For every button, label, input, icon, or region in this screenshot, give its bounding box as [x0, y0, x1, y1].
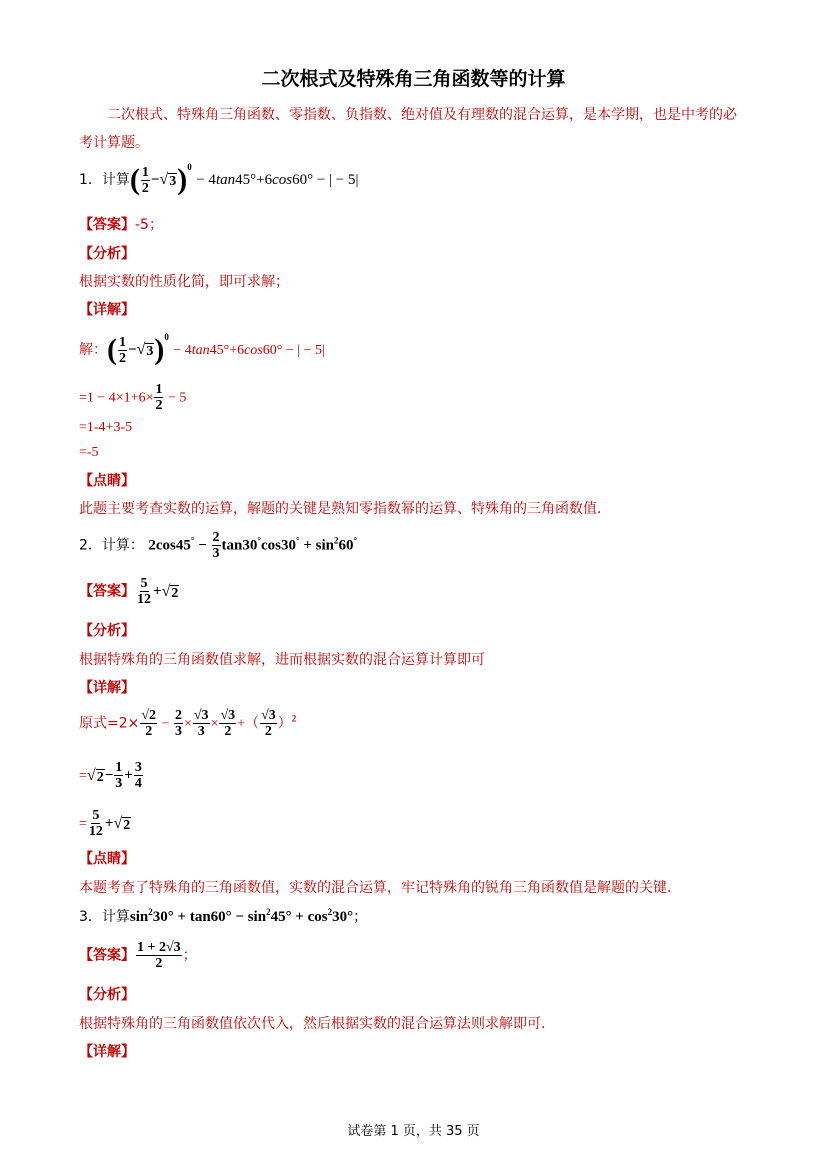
q2-step3	[79, 808, 131, 839]
q1-sol-expr-a: − 4	[173, 343, 192, 358]
page-title: 二次根式及特殊角三角函数等的计算	[261, 68, 566, 90]
q2-deg2: °	[257, 535, 261, 546]
answer-label: 【答案】	[79, 583, 135, 600]
q2-s-minus: −	[158, 716, 173, 732]
q3-answer-fraction	[136, 940, 182, 971]
q2-step1	[79, 708, 296, 739]
analysis-label: 【分析】	[79, 246, 135, 262]
q3-sq3: 2	[327, 907, 333, 917]
q2-s-square: 2	[291, 713, 297, 724]
q2-s-num3: √3	[193, 708, 209, 723]
q2-s-frac3	[193, 708, 210, 739]
q2-fraction	[212, 530, 221, 561]
q2-statement	[79, 530, 357, 561]
q3-answer-line	[79, 940, 197, 971]
q1-sqrt-arg: 3	[169, 174, 177, 189]
q1-fraction	[141, 165, 150, 196]
q1-expr-c: 60° − | − 5|	[292, 172, 359, 188]
q1-sol-lparen: (	[107, 333, 117, 366]
q2-ans-num: 5	[140, 576, 148, 591]
q1-exponent: 0	[187, 162, 192, 172]
q1-sol-rparen: )	[154, 333, 165, 366]
q1-step1	[79, 382, 186, 413]
q2-s-den5: 2	[264, 724, 272, 739]
q2-analysis: 根据特殊角的三角函数值求解，进而根据实数的混合运算计算即可	[79, 652, 485, 668]
q2-l2-frac2	[134, 760, 143, 791]
q1-sol-fraction	[118, 335, 127, 366]
detail-label: 【详解】	[79, 680, 135, 696]
q1-sol-cos: cos	[244, 343, 263, 358]
q2-step2	[79, 760, 144, 791]
page-footer: 试卷第 1 页，共 35 页	[347, 1124, 480, 1139]
q1-analysis-label-line	[79, 243, 135, 263]
q2-s-den1: 2	[145, 724, 153, 739]
q2-expr-e: 60	[338, 537, 354, 554]
q1-step1-b: − 5	[164, 390, 187, 406]
q2-s-close: ）	[277, 716, 292, 732]
q2-l3-frac	[88, 808, 104, 839]
q2-l2-frac1	[114, 760, 123, 791]
q1-sol-frac-den: 2	[119, 350, 126, 366]
q1-step1-a: =1 − 4×1+6×	[79, 390, 154, 406]
q2-deg4: °	[353, 535, 358, 546]
q3-prefix: 3．计算	[79, 909, 130, 925]
q1-sol-minus: −	[128, 342, 137, 358]
q2-s-den4: 2	[224, 724, 232, 739]
q2-l2-minus: −	[104, 767, 114, 784]
q1-frac-num: 1	[141, 164, 149, 180]
q2-ans-sqrt: √ 2	[161, 582, 179, 601]
q3-expr-a: sin	[129, 909, 149, 925]
q2-s-num4: √3	[220, 708, 236, 723]
q2-l3-plus: +	[104, 815, 114, 832]
q2-s-num2: 2	[174, 708, 182, 723]
q2-minus: −	[194, 537, 211, 554]
q3-detail-label-line	[79, 1041, 135, 1061]
q2-l2-plus: +	[124, 767, 133, 784]
q3-ans-den: 2	[155, 956, 163, 971]
q1-sol-expr-c: 60° − | − 5|	[262, 343, 325, 358]
detail-label: 【详解】	[79, 1044, 135, 1060]
q2-s-den3: 3	[197, 724, 205, 739]
q1-lparen: (	[129, 163, 140, 196]
q2-l2-den1: 3	[115, 776, 123, 791]
q1-answer: -5；	[135, 217, 163, 233]
q2-answer-line	[79, 576, 179, 607]
q1-answer-line	[79, 214, 163, 234]
q3-ans-num: 1 + 2√3	[137, 940, 181, 955]
q2-s-frac2	[174, 708, 183, 739]
q2-comment: 本题考查了特殊角的三角函数值，实数的混合运算，牢记特殊角的锐角三角函数值是解题的关键．	[79, 880, 681, 896]
q1-prefix: 1．计算	[79, 172, 130, 188]
q1-sol-exponent: 0	[164, 332, 169, 342]
q2-square: 2	[334, 535, 339, 546]
q2-s-num1: √2	[141, 708, 157, 723]
q2-s-den2: 3	[174, 724, 182, 739]
q2-orig: 原式=2×	[79, 715, 140, 732]
q2-expr-b: tan30	[221, 537, 258, 554]
q1-statement	[79, 162, 359, 196]
q2-ans-sqrt-arg: 2	[171, 585, 179, 601]
q2-l3-sqrt-arg: 2	[123, 817, 131, 833]
q2-frac-num: 2	[212, 530, 220, 545]
q1-minus: −	[150, 172, 160, 188]
q2-l3-den: 12	[88, 824, 103, 839]
comment-label: 【点睛】	[79, 851, 135, 867]
q3-analysis-label-line	[79, 984, 135, 1004]
q3-sq2: 2	[266, 907, 271, 917]
q1-expr-a: − 4	[196, 172, 216, 188]
q3-expr-d: 30°	[332, 909, 354, 925]
answer-label: 【答案】	[79, 217, 135, 233]
q2-deg1: °	[190, 535, 195, 546]
q1-step3: =-5	[79, 445, 99, 460]
q2-l3-eq: =	[79, 816, 87, 832]
q1-expr-b: 45°+6	[235, 172, 273, 188]
answer-label: 【答案】	[79, 947, 135, 964]
q2-s-frac4	[219, 708, 236, 739]
q2-expr-a: 2cos45	[148, 537, 191, 554]
detail-label: 【详解】	[79, 302, 135, 318]
q2-l2-eq: =	[79, 768, 87, 784]
q1-comment: 此题主要考查实数的运算，解题的关键是熟知零指数幂的运算、特殊角的三角函数值．	[79, 501, 611, 517]
q1-step1-fraction	[154, 382, 163, 413]
q1-sqrt: √ 3	[159, 171, 177, 189]
q1-step1-den: 2	[155, 398, 163, 413]
q2-ans-den: 12	[137, 592, 151, 607]
q1-solution-line	[79, 332, 325, 366]
q2-l3-sqrt: √ 2	[113, 814, 131, 833]
q3-analysis: 根据特殊角的三角函数值依次代入，然后根据实数的混合运算法则求解即可．	[79, 1016, 555, 1032]
intro-paragraph: 二次根式、特殊角三角函数、零指数、负指数、绝对值及有理数的混合运算，是本学期，也是中考的必考计算题。	[79, 107, 737, 151]
q2-l2-num2: 3	[134, 760, 142, 775]
q1-comment-label-line	[79, 470, 135, 490]
q2-s-frac5	[260, 708, 277, 739]
q2-prefix: 2．计算：	[79, 537, 144, 554]
q2-l2-num1: 1	[115, 760, 123, 775]
q1-sol-frac-num: 1	[119, 334, 126, 350]
q3-expr-c: 45° + cos	[270, 909, 328, 925]
q1-detail-label-line	[79, 299, 135, 319]
q3-sq1: 2	[148, 907, 153, 917]
q2-s-frac1	[140, 708, 157, 739]
q1-rparen: )	[177, 163, 188, 196]
q1-step1-num: 1	[155, 382, 163, 397]
q1-sol-expr-b: 45°+6	[209, 343, 245, 358]
q2-l2-sqrt: √ 2	[86, 766, 104, 785]
q2-s-times2: ×	[210, 716, 219, 732]
q2-l2-sqrt-arg: 2	[96, 769, 104, 785]
q1-sol-tan: tan	[191, 343, 210, 358]
q2-detail-label-line	[79, 677, 135, 697]
q1-analysis: 根据实数的性质化简，即可求解；	[79, 274, 289, 290]
q2-comment-label-line	[79, 848, 135, 868]
q3-ans-suffix: ；	[182, 947, 197, 964]
q1-sol-sqrt-arg: 3	[146, 344, 154, 359]
q2-answer-fraction	[136, 576, 152, 607]
q2-expr-d: + sin	[299, 537, 335, 554]
q3-expr-b: 30° + tan60° − sin	[152, 909, 267, 925]
q1-sol-sqrt: √ 3	[136, 341, 154, 359]
q2-frac-den: 3	[212, 546, 220, 561]
q1-solve-prefix: 解：	[79, 342, 107, 358]
analysis-label: 【分析】	[79, 623, 135, 639]
q2-deg3: °	[296, 535, 300, 546]
q2-l3-num: 5	[92, 808, 100, 823]
q1-tan: tan	[215, 172, 236, 188]
q2-s-num5: √3	[261, 708, 276, 723]
q2-s-times1: ×	[183, 716, 192, 732]
q3-statement	[79, 906, 367, 926]
q2-expr-c: cos30	[261, 537, 296, 554]
q2-analysis-label-line	[79, 620, 135, 640]
q1-step2: =1-4+3-5	[79, 420, 133, 435]
q1-cos: cos	[272, 172, 293, 188]
q2-ans-plus: +	[153, 583, 162, 600]
q2-l2-den2: 4	[134, 776, 142, 791]
q3-suffix: ；	[353, 909, 368, 925]
analysis-label: 【分析】	[79, 987, 135, 1003]
q1-frac-den: 2	[141, 180, 149, 196]
comment-label: 【点睛】	[79, 473, 135, 489]
q2-s-plus: +（	[237, 716, 260, 732]
